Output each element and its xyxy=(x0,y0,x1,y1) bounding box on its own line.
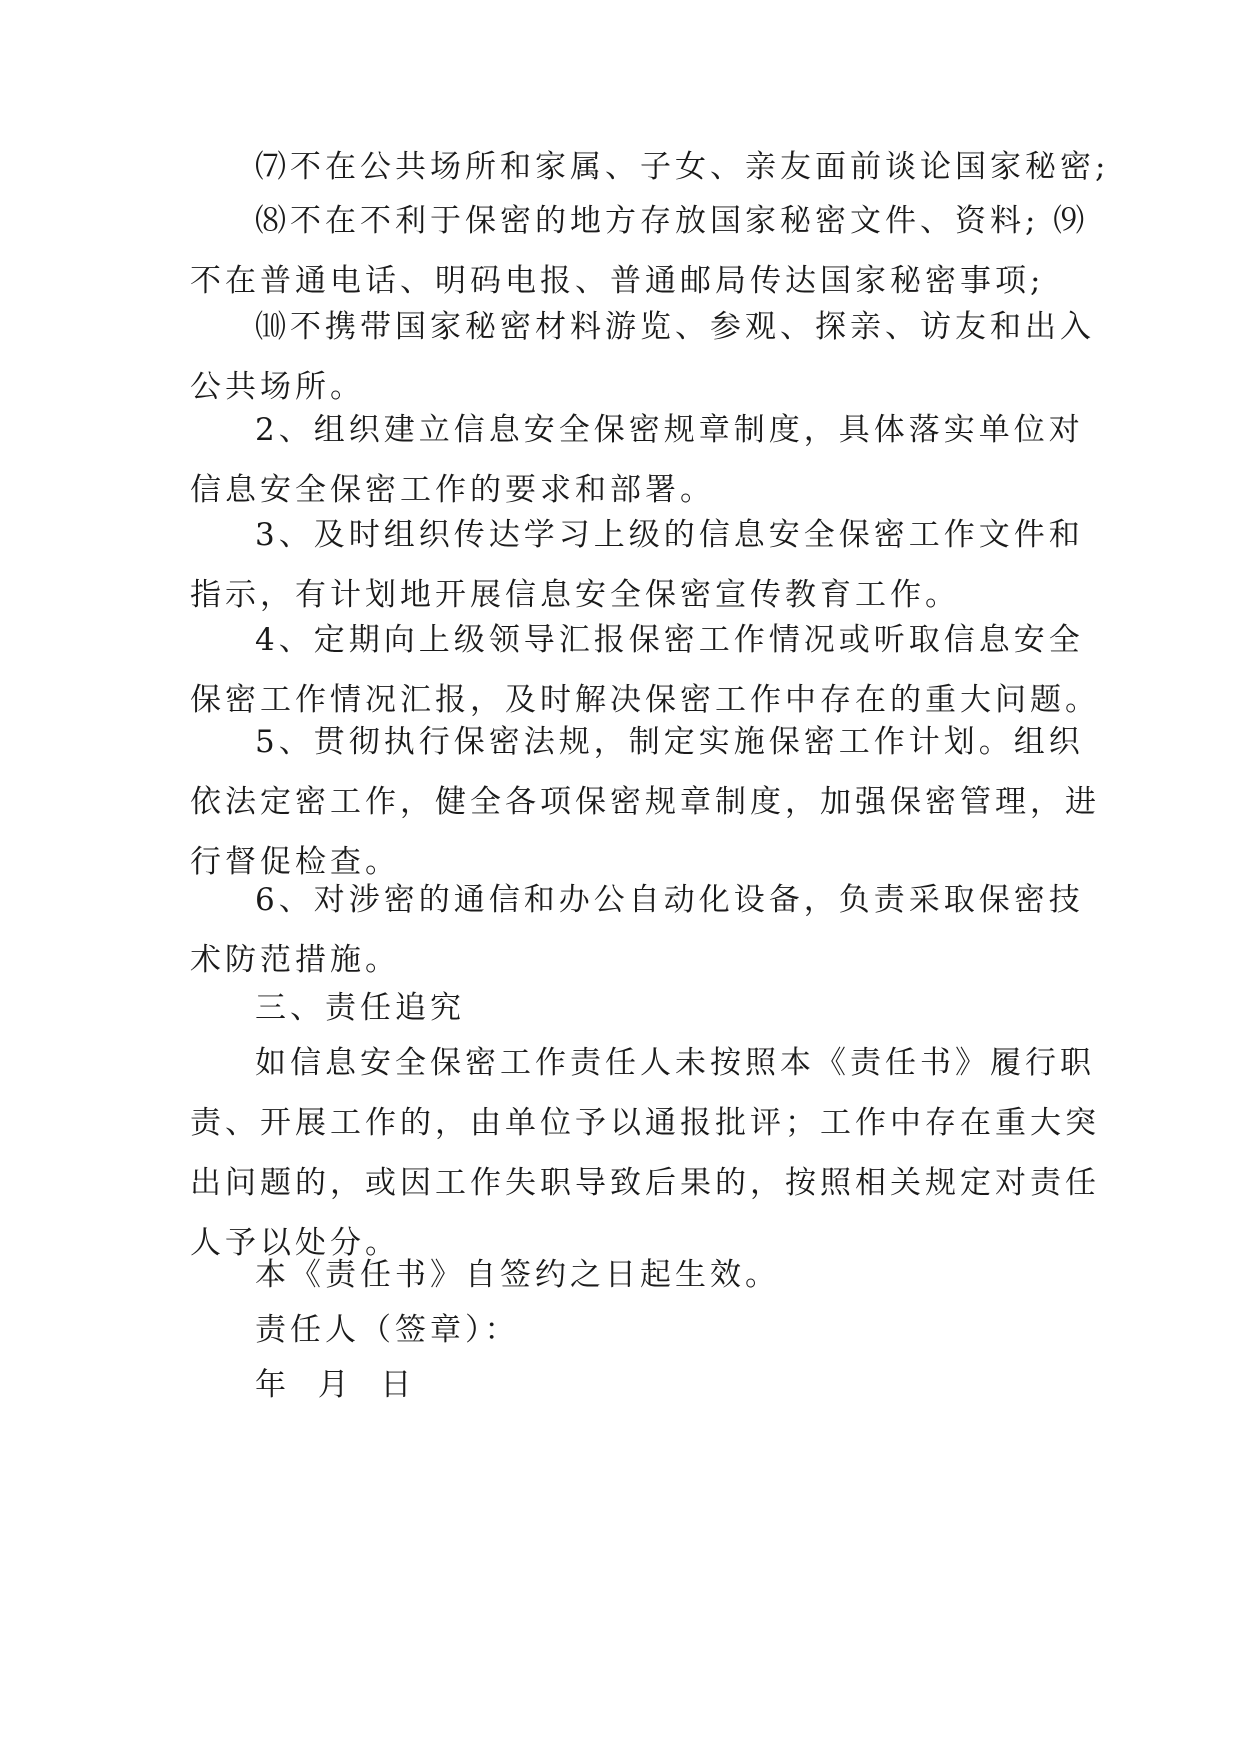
paragraph-6 xyxy=(190,870,1084,990)
text-line: 人予以处分。 xyxy=(190,1225,400,1261)
date-line xyxy=(190,1355,1050,1415)
text-line: 责、开展工作的，由单位予以通报批评；工作中存在重大突 xyxy=(190,1105,1100,1141)
paragraph-2 xyxy=(190,400,1084,520)
text-line: 指示，有计划地开展信息安全保密宣传教育工作。 xyxy=(190,577,960,613)
text-line: 3、及时组织传达学习上级的信息安全保密工作文件和 xyxy=(255,517,1084,553)
text-line: 依法定密工作，健全各项保密规章制度，加强保密管理，进 xyxy=(190,784,1100,820)
text-line: 公共场所。 xyxy=(190,369,365,405)
text-line: 4、定期向上级领导汇报保密工作情况或听取信息安全 xyxy=(255,622,1084,658)
text-line: 行督促检查。 xyxy=(190,844,400,880)
text-line: 如信息安全保密工作责任人未按照本《责任书》履行职 xyxy=(255,1045,1095,1081)
paragraph-effective xyxy=(190,1245,1050,1305)
text-line: 本《责任书》自签约之日起生效。 xyxy=(255,1257,780,1293)
signature-label xyxy=(190,1300,1050,1360)
text-line: 不在普通电话、明码电报、普通邮局传达国家秘密事项; xyxy=(190,263,1045,299)
text-line: 2、组织建立信息安全保密规章制度，具体落实单位对 xyxy=(255,412,1084,448)
text-line: 年 月 日 xyxy=(255,1367,416,1403)
text-line: 6、对涉密的通信和办公自动化设备，负责采取保密技 xyxy=(255,882,1084,918)
text-line: ⑽不携带国家秘密材料游览、参观、探亲、访友和出入 xyxy=(255,309,1095,345)
paragraph-3 xyxy=(190,505,1084,625)
text-line: 5、贯彻执行保密法规，制定实施保密工作计划。组织 xyxy=(255,724,1084,760)
text-line: 术防范措施。 xyxy=(190,942,400,978)
paragraph-item-10 xyxy=(190,297,1095,417)
text-line: 保密工作情况汇报，及时解决保密工作中存在的重大问题。 xyxy=(190,682,1100,718)
text-line: ⑺不在公共场所和家属、子女、亲友面前谈论国家秘密; xyxy=(255,149,1110,185)
paragraph-items-8-9 xyxy=(190,191,1089,311)
section-heading-3 xyxy=(190,978,1050,1038)
text-line: ⑻不在不利于保密的地方存放国家秘密文件、资料; ⑼ xyxy=(255,203,1089,239)
text-line: 信息安全保密工作的要求和部署。 xyxy=(190,472,715,508)
paragraph-item-7 xyxy=(190,137,1110,197)
section-heading: 三、责任追究 xyxy=(255,990,465,1026)
paragraph-accountability xyxy=(190,1033,1100,1273)
text-line: 出问题的，或因工作失职导致后果的，按照相关规定对责任 xyxy=(190,1165,1100,1201)
paragraph-5 xyxy=(190,712,1100,892)
text-line: 责任人（签章）： xyxy=(255,1312,520,1348)
